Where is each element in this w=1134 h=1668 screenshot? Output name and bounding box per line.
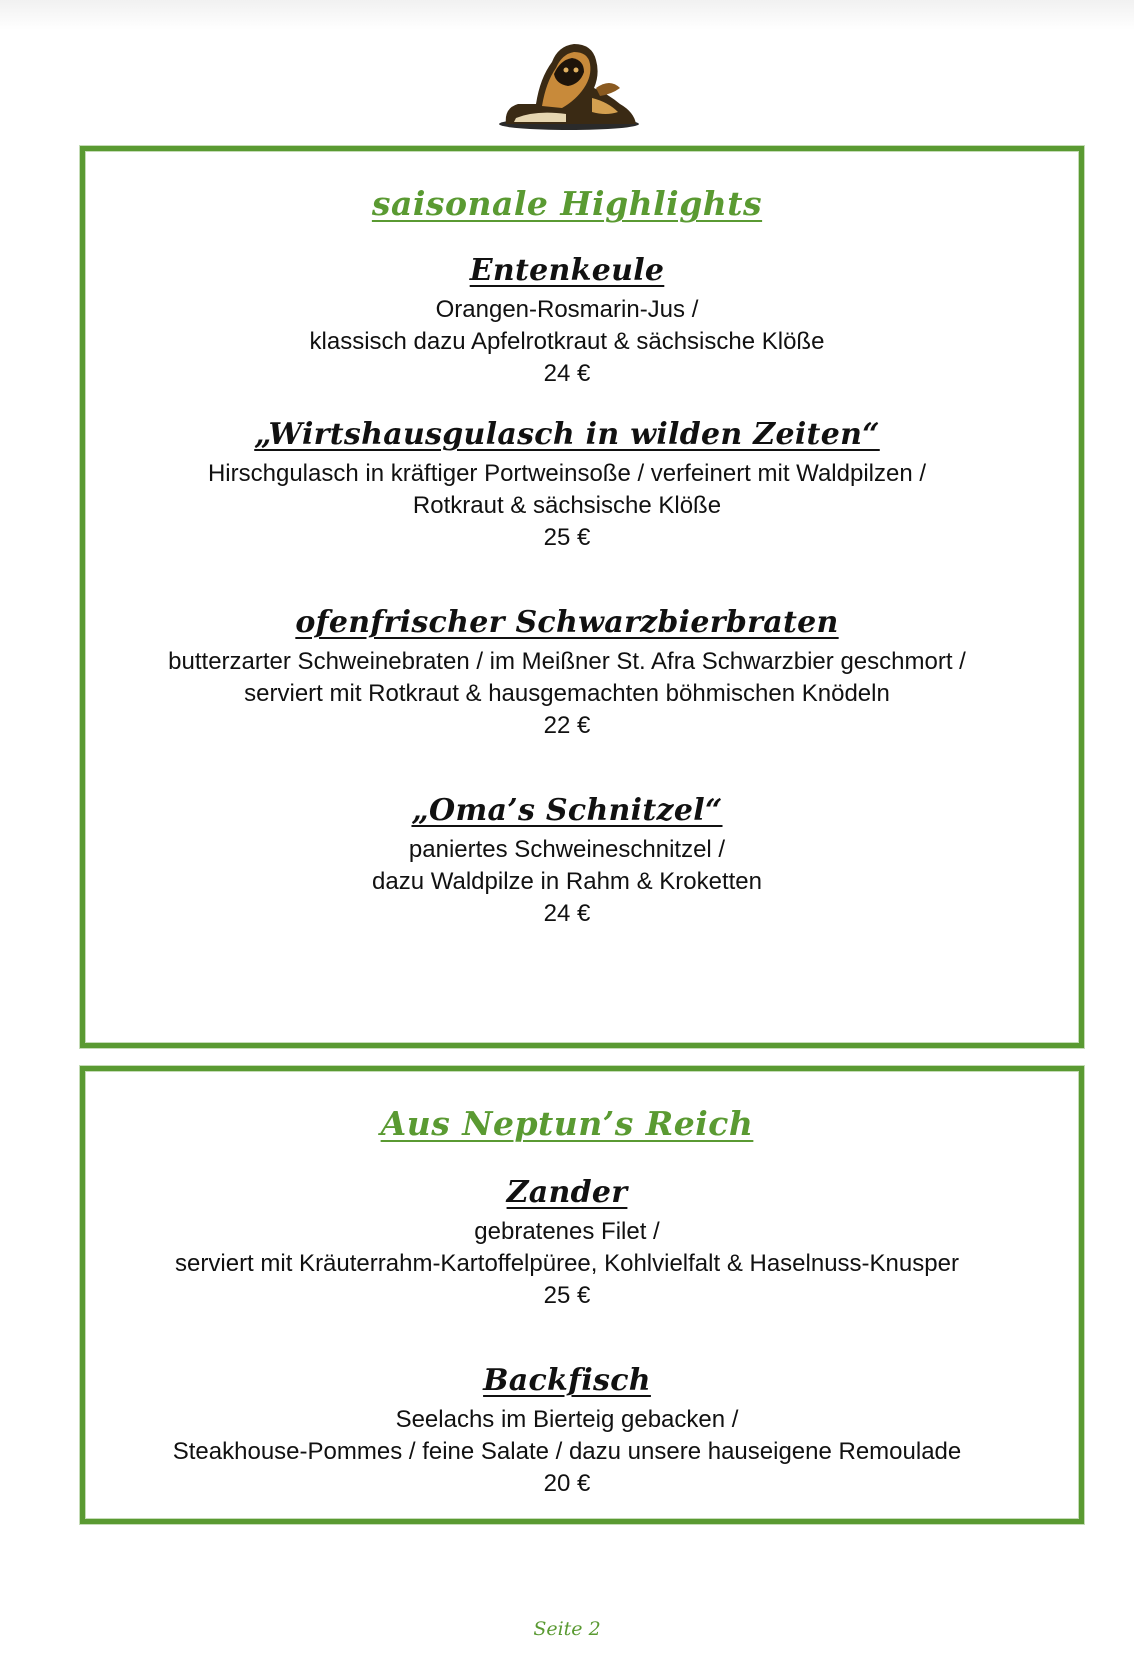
menu-item-entenkeule [0, 252, 1134, 390]
dish-description: Rotkraut & sächsische Klöße [412, 492, 722, 519]
dish-price: 25 € [543, 524, 591, 551]
dish-name: Zander [506, 1175, 628, 1210]
menu-item-omas-schnitzel [0, 792, 1134, 930]
menu-item-zander [0, 1174, 1134, 1312]
lion-icon [496, 38, 642, 130]
dish-name: Entenkeule [469, 253, 665, 288]
dish-price: 24 € [543, 360, 591, 387]
page-number: Seite 2 [533, 1618, 601, 1640]
dish-description: Seelachs im Bierteig gebacken / [395, 1406, 739, 1433]
dish-price: 22 € [543, 712, 591, 739]
section-title-neptun: Aus Neptun’s Reich [380, 1104, 754, 1143]
menu-item-backfisch [0, 1362, 1134, 1500]
dish-price: 25 € [543, 1282, 591, 1309]
dish-description: Orangen-Rosmarin-Jus / [435, 296, 699, 323]
dish-name: Backfisch [483, 1363, 651, 1398]
top-shadow [0, 0, 1134, 30]
dish-description: Hirschgulasch in kräftiger Portweinsoße / verfeinert mit Waldpilzen / [207, 460, 927, 487]
menu-item-schwarzbierbraten [0, 604, 1134, 742]
dish-description: serviert mit Rotkraut & hausgemachten böhmischen Knödeln [244, 680, 890, 707]
section-title-highlights: saisonale Highlights [371, 184, 763, 223]
menu-item-wirtshausgulasch [0, 416, 1134, 554]
dish-description: paniertes Schweineschnitzel / [408, 836, 726, 863]
dish-description: dazu Waldpilze in Rahm & Kroketten [372, 868, 762, 895]
dish-price: 20 € [543, 1470, 591, 1497]
dish-description: gebratenes Filet / [474, 1218, 660, 1245]
dish-description: serviert mit Kräuterrahm-Kartoffelpüree, Kohlvielfalt & Haselnuss-Knusper [175, 1250, 959, 1277]
dish-name: ofenfrischer Schwarzbierbraten [295, 605, 839, 640]
dish-description: klassisch dazu Apfelrotkraut & sächsische Klöße [309, 328, 825, 355]
dish-description: Steakhouse-Pommes / feine Salate / dazu unsere hauseigene Remoulade [172, 1438, 962, 1465]
dish-description: butterzarter Schweinebraten / im Meißner St. Afra Schwarzbier geschmort / [168, 648, 966, 675]
dish-price: 24 € [543, 900, 591, 927]
dish-name: „Wirtshausgulasch in wilden Zeiten“ [254, 417, 880, 452]
dish-name: „Oma’s Schnitzel“ [411, 793, 723, 828]
